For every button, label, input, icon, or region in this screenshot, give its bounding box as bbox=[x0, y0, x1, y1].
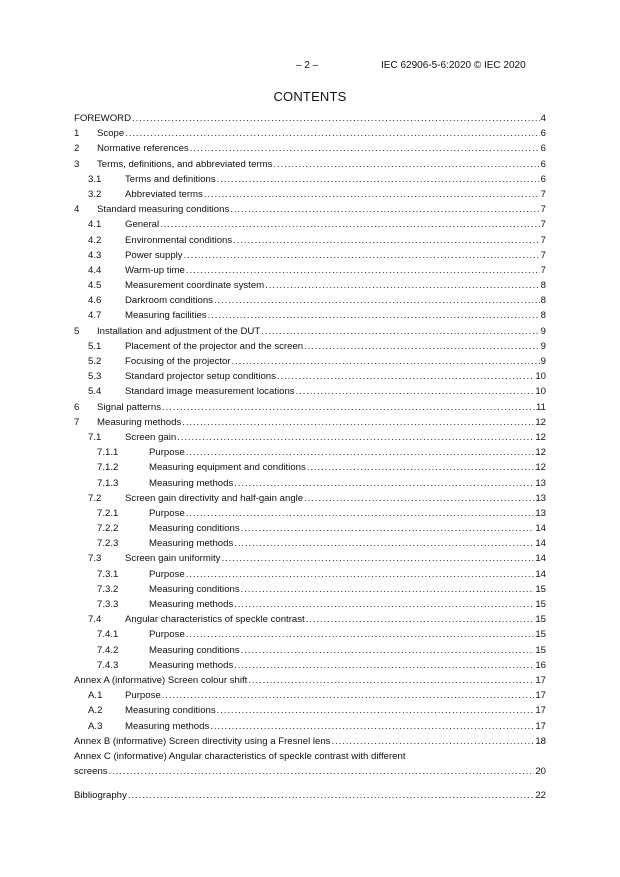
toc-leader-dots bbox=[234, 597, 534, 612]
toc-entry-title: Terms, definitions, and abbreviated terms bbox=[97, 158, 273, 170]
table-of-contents bbox=[74, 111, 546, 803]
toc-entry[interactable] bbox=[74, 673, 546, 688]
toc-entry[interactable] bbox=[74, 172, 546, 187]
toc-entry-title: Bibliography bbox=[74, 789, 127, 801]
toc-entry-page: 14 bbox=[535, 538, 546, 550]
toc-entry[interactable] bbox=[74, 506, 546, 521]
toc-entry[interactable] bbox=[74, 415, 546, 430]
toc-entry-number: A.3 bbox=[88, 720, 103, 732]
toc-leader-dots bbox=[230, 202, 539, 217]
toc-entry[interactable] bbox=[74, 491, 546, 506]
toc-entry-number: 7.2.3 bbox=[97, 538, 119, 550]
toc-entry-page: 10 bbox=[535, 386, 546, 398]
toc-entry-number: 4.4 bbox=[88, 264, 102, 276]
toc-leader-dots bbox=[265, 278, 539, 293]
toc-leader-dots bbox=[307, 460, 535, 475]
toc-leader-dots bbox=[296, 384, 535, 399]
toc-entry-page: 7 bbox=[540, 219, 546, 231]
toc-leader-dots bbox=[273, 157, 539, 172]
toc-entry-number: 7.4 bbox=[88, 614, 102, 626]
toc-entry-title: Warm-up time bbox=[125, 264, 185, 276]
toc-leader-dots bbox=[132, 111, 540, 126]
toc-entry-title: FOREWORD bbox=[74, 113, 132, 124]
toc-entry-title: Darkroom conditions bbox=[125, 295, 213, 307]
toc-entry-title: Purpose bbox=[149, 507, 185, 519]
toc-entry-number: 4.5 bbox=[88, 280, 102, 292]
toc-entry-number: 7.1.3 bbox=[97, 477, 119, 489]
toc-entry[interactable] bbox=[74, 551, 546, 566]
toc-leader-dots bbox=[182, 415, 534, 430]
toc-entry[interactable] bbox=[74, 400, 546, 415]
toc-entry[interactable] bbox=[74, 157, 546, 172]
toc-entry-number: 3 bbox=[74, 158, 80, 170]
toc-entry-title: Measuring conditions bbox=[149, 523, 240, 535]
toc-entry-number: 7.3.2 bbox=[97, 583, 119, 595]
toc-entry-title: Purpose bbox=[149, 629, 185, 641]
toc-entry-page: 22 bbox=[535, 789, 546, 801]
toc-title: CONTENTS bbox=[273, 89, 347, 104]
toc-entry[interactable] bbox=[74, 430, 546, 445]
toc-entry-page: 12 bbox=[535, 462, 546, 474]
toc-leader-dots bbox=[233, 233, 539, 248]
toc-entry-number: 7 bbox=[74, 416, 80, 428]
toc-leader-dots bbox=[162, 688, 535, 703]
toc-leader-dots bbox=[186, 445, 535, 460]
toc-entry[interactable] bbox=[74, 582, 546, 597]
toc-entry-title: Terms and definitions bbox=[125, 173, 216, 185]
toc-entry-page: 14 bbox=[535, 523, 546, 535]
toc-entry[interactable] bbox=[74, 187, 546, 202]
toc-entry-title: Focusing of the projector bbox=[125, 356, 231, 367]
toc-entry-number: 7.1.1 bbox=[97, 447, 119, 459]
toc-entry-number: 4.3 bbox=[88, 249, 102, 261]
toc-leader-dots bbox=[234, 476, 534, 491]
toc-entry-title: Annex C (informative) Angular characteristics of speckle contrast with different bbox=[74, 750, 406, 762]
toc-entry-number: 5.4 bbox=[88, 386, 102, 398]
toc-entry[interactable] bbox=[74, 460, 546, 475]
toc-entry-title: Signal patterns bbox=[97, 401, 161, 413]
toc-entry[interactable] bbox=[74, 233, 546, 248]
toc-entry-number: 7.3 bbox=[88, 553, 102, 565]
toc-entry-title: Screen gain directivity and half-gain angle bbox=[125, 492, 304, 504]
toc-leader-dots bbox=[261, 324, 539, 339]
toc-entry-title: Measuring methods bbox=[149, 659, 234, 671]
toc-entry-page: 4 bbox=[540, 113, 546, 124]
toc-entry[interactable] bbox=[74, 202, 546, 217]
toc-entry-page: 13 bbox=[535, 477, 546, 489]
toc-entry[interactable] bbox=[74, 217, 546, 232]
toc-entry-page: 12 bbox=[535, 416, 546, 428]
toc-entry-page: 9 bbox=[540, 356, 546, 367]
toc-leader-dots bbox=[241, 521, 535, 536]
toc-spacer bbox=[74, 778, 546, 788]
toc-entry-page: 17 bbox=[535, 690, 546, 702]
toc-entry-page: 7 bbox=[540, 188, 546, 200]
toc-entry-number: 4.6 bbox=[88, 295, 102, 307]
toc-entry-number: 7.2.1 bbox=[97, 507, 119, 519]
toc-entry-number: 1 bbox=[74, 128, 80, 140]
toc-entry-number: 4.1 bbox=[88, 219, 102, 231]
toc-entry-title: Purpose bbox=[149, 447, 185, 459]
toc-entry-page: 7 bbox=[540, 204, 546, 216]
toc-entry[interactable] bbox=[74, 567, 546, 582]
toc-entry-page: 17 bbox=[535, 720, 546, 732]
toc-entry-title: Annex B (informative) Screen directivity using a Fresnel lens bbox=[74, 735, 331, 747]
toc-leader-dots bbox=[221, 551, 534, 566]
toc-entry-title: Screen gain uniformity bbox=[125, 553, 221, 565]
toc-entry[interactable] bbox=[74, 293, 546, 308]
toc-entry[interactable] bbox=[74, 749, 546, 778]
toc-entry-title: Environmental conditions bbox=[125, 234, 233, 246]
toc-leader-dots bbox=[125, 126, 539, 141]
toc-leader-dots bbox=[109, 764, 535, 779]
toc-entry-page: 15 bbox=[535, 644, 546, 656]
toc-entry-title: Measuring methods bbox=[125, 720, 210, 732]
toc-leader-dots bbox=[160, 217, 540, 232]
toc-entry-title: Standard measuring conditions bbox=[97, 204, 230, 216]
toc-entry-title: Purpose bbox=[149, 568, 185, 580]
toc-leader-dots bbox=[190, 141, 540, 156]
toc-entry-page: 7 bbox=[540, 249, 546, 261]
toc-entry-page: 20 bbox=[535, 766, 546, 778]
toc-entry[interactable] bbox=[74, 612, 546, 627]
toc-leader-dots bbox=[234, 536, 534, 551]
toc-entry-page: 17 bbox=[535, 674, 546, 686]
toc-entry[interactable] bbox=[74, 308, 546, 323]
toc-entry-number: A.2 bbox=[88, 705, 103, 717]
toc-leader-dots bbox=[306, 612, 535, 627]
toc-entry-title: Measuring conditions bbox=[125, 705, 216, 717]
toc-entry-number: 7.4.1 bbox=[97, 629, 119, 641]
toc-entry[interactable] bbox=[74, 658, 546, 673]
toc-leader-dots bbox=[241, 643, 535, 658]
toc-entry-number: 3.1 bbox=[88, 173, 102, 185]
toc-entry-page: 15 bbox=[535, 614, 546, 626]
toc-leader-dots bbox=[208, 308, 540, 323]
toc-entry[interactable] bbox=[74, 719, 546, 734]
toc-leader-dots bbox=[304, 491, 534, 506]
toc-entry-title: Measuring methods bbox=[97, 416, 182, 428]
toc-entry[interactable] bbox=[74, 536, 546, 551]
toc-entry-number: 7.3.3 bbox=[97, 599, 119, 610]
toc-leader-dots bbox=[186, 263, 540, 278]
toc-entry-number: 7.2 bbox=[88, 492, 102, 504]
toc-entry-page: 13 bbox=[535, 492, 546, 504]
toc-leader-dots bbox=[186, 567, 535, 582]
toc-entry-page: 6 bbox=[540, 143, 546, 155]
toc-entry-number: 7.1.2 bbox=[97, 462, 119, 474]
toc-entry-page: 14 bbox=[535, 568, 546, 580]
toc-entry-title: Standard projector setup conditions bbox=[125, 371, 276, 383]
page-number: – 2 – bbox=[296, 60, 319, 71]
toc-entry-title: Standard image measurement locations bbox=[125, 386, 295, 398]
toc-leader-dots bbox=[184, 248, 540, 263]
toc-entry-number: 7.3.1 bbox=[97, 568, 119, 580]
toc-entry-page: 8 bbox=[540, 295, 546, 307]
toc-entry-page: 18 bbox=[535, 735, 546, 747]
toc-entry-page: 9 bbox=[540, 340, 546, 352]
toc-leader-dots bbox=[248, 673, 534, 688]
toc-entry[interactable] bbox=[74, 384, 546, 399]
toc-entry[interactable] bbox=[74, 445, 546, 460]
toc-entry-page: 10 bbox=[535, 371, 546, 383]
toc-entry-title: Measuring facilities bbox=[125, 310, 207, 322]
toc-entry[interactable] bbox=[74, 324, 546, 339]
toc-entry-title: Measuring methods bbox=[149, 599, 234, 610]
toc-leader-dots bbox=[162, 400, 535, 415]
toc-entry[interactable] bbox=[74, 339, 546, 354]
toc-entry[interactable] bbox=[74, 248, 546, 263]
toc-entry-title: Angular characteristics of speckle contrast bbox=[125, 614, 305, 626]
toc-entry[interactable] bbox=[74, 354, 546, 369]
toc-entry-page: 12 bbox=[535, 431, 546, 443]
toc-entry-title: Measuring conditions bbox=[149, 644, 240, 656]
toc-entry[interactable] bbox=[74, 476, 546, 491]
toc-entry-title: Measuring methods bbox=[149, 477, 234, 489]
toc-entry-number: 7.1 bbox=[88, 431, 102, 443]
toc-entry-page: 7 bbox=[540, 264, 546, 276]
toc-leader-dots bbox=[210, 719, 534, 734]
toc-entry-title: Scope bbox=[97, 128, 125, 140]
toc-entry-page: 7 bbox=[540, 234, 546, 246]
toc-entry-number: 4.2 bbox=[88, 234, 102, 246]
toc-leader-dots bbox=[128, 788, 535, 803]
toc-entry-title: Purpose bbox=[125, 690, 161, 702]
toc-leader-dots bbox=[186, 506, 535, 521]
toc-entry[interactable] bbox=[74, 126, 546, 141]
toc-leader-dots bbox=[304, 339, 540, 354]
toc-entry[interactable] bbox=[74, 627, 546, 642]
toc-leader-dots bbox=[177, 430, 534, 445]
toc-leader-dots bbox=[277, 369, 534, 384]
toc-entry-page: 11 bbox=[536, 401, 546, 413]
toc-entry-page: 17 bbox=[535, 705, 546, 717]
toc-entry-title: Measuring conditions bbox=[149, 583, 240, 595]
toc-entry-title: Power supply bbox=[125, 249, 183, 261]
toc-entry-title: Normative references bbox=[97, 143, 189, 155]
toc-entry-number: 5.2 bbox=[88, 356, 102, 367]
toc-entry-page: 13 bbox=[535, 507, 546, 519]
toc-leader-dots bbox=[186, 627, 535, 642]
toc-entry-number: 4.7 bbox=[88, 310, 102, 322]
toc-entry-title: Annex A (informative) Screen colour shift bbox=[74, 674, 248, 686]
toc-entry[interactable] bbox=[74, 597, 546, 612]
toc-entry[interactable] bbox=[74, 734, 546, 749]
toc-entry-number: 4 bbox=[74, 204, 80, 216]
toc-entry-title: Measurement coordinate system bbox=[125, 280, 265, 292]
toc-leader-dots bbox=[331, 734, 534, 749]
toc-entry-page: 12 bbox=[535, 447, 546, 459]
toc-leader-dots bbox=[217, 703, 535, 718]
toc-leader-dots bbox=[232, 354, 540, 369]
toc-entry-title: Installation and adjustment of the DUT bbox=[97, 325, 261, 337]
toc-entry[interactable] bbox=[74, 521, 546, 536]
toc-entry-page: 15 bbox=[535, 599, 546, 610]
toc-entry[interactable] bbox=[74, 369, 546, 384]
toc-entry-page: 9 bbox=[540, 325, 546, 337]
document-reference: IEC 62906-5-6:2020 © IEC 2020 bbox=[381, 60, 526, 71]
toc-entry-page: 16 bbox=[535, 659, 546, 671]
toc-entry-title: General bbox=[125, 219, 160, 231]
toc-entry-page: 6 bbox=[540, 173, 546, 185]
toc-entry[interactable] bbox=[74, 788, 546, 803]
toc-entry-title: Measuring methods bbox=[149, 538, 234, 550]
toc-entry-page: 15 bbox=[535, 583, 546, 595]
toc-entry[interactable] bbox=[74, 643, 546, 658]
toc-entry-number: 7.4.2 bbox=[97, 644, 119, 656]
toc-leader-dots bbox=[217, 172, 540, 187]
toc-leader-dots bbox=[234, 658, 534, 673]
toc-leader-dots bbox=[241, 582, 535, 597]
toc-entry[interactable] bbox=[74, 141, 546, 156]
toc-entry-title: Measuring equipment and conditions bbox=[149, 462, 306, 474]
toc-entry-number: 7.4.3 bbox=[97, 659, 119, 671]
toc-entry-number: 5 bbox=[74, 325, 80, 337]
toc-entry[interactable] bbox=[74, 278, 546, 293]
toc-entry-page: 15 bbox=[535, 629, 546, 641]
toc-entry[interactable] bbox=[74, 703, 546, 718]
toc-entry-page: 8 bbox=[540, 310, 546, 322]
toc-entry-page: 6 bbox=[540, 128, 546, 140]
toc-entry-title: Placement of the projector and the screen bbox=[125, 340, 304, 352]
toc-entry-number: 6 bbox=[74, 401, 80, 413]
toc-entry[interactable] bbox=[74, 111, 546, 126]
toc-entry-number: A.1 bbox=[88, 690, 103, 702]
toc-entry-page: 8 bbox=[540, 280, 546, 292]
toc-entry-title: Screen gain bbox=[125, 431, 177, 443]
toc-entry-title-continued: screens bbox=[74, 766, 108, 778]
toc-entry[interactable] bbox=[74, 263, 546, 278]
toc-entry-title: Abbreviated terms bbox=[125, 188, 203, 200]
toc-leader-dots bbox=[214, 293, 540, 308]
toc-leader-dots bbox=[204, 187, 540, 202]
toc-entry-number: 2 bbox=[74, 143, 80, 155]
toc-entry-number: 5.3 bbox=[88, 371, 102, 383]
toc-entry-page: 6 bbox=[540, 158, 546, 170]
toc-entry-number: 7.2.2 bbox=[97, 523, 119, 535]
toc-entry-number: 3.2 bbox=[88, 188, 102, 200]
toc-entry-number: 5.1 bbox=[88, 340, 102, 352]
toc-entry-page: 14 bbox=[535, 553, 546, 565]
toc-entry[interactable] bbox=[74, 688, 546, 703]
